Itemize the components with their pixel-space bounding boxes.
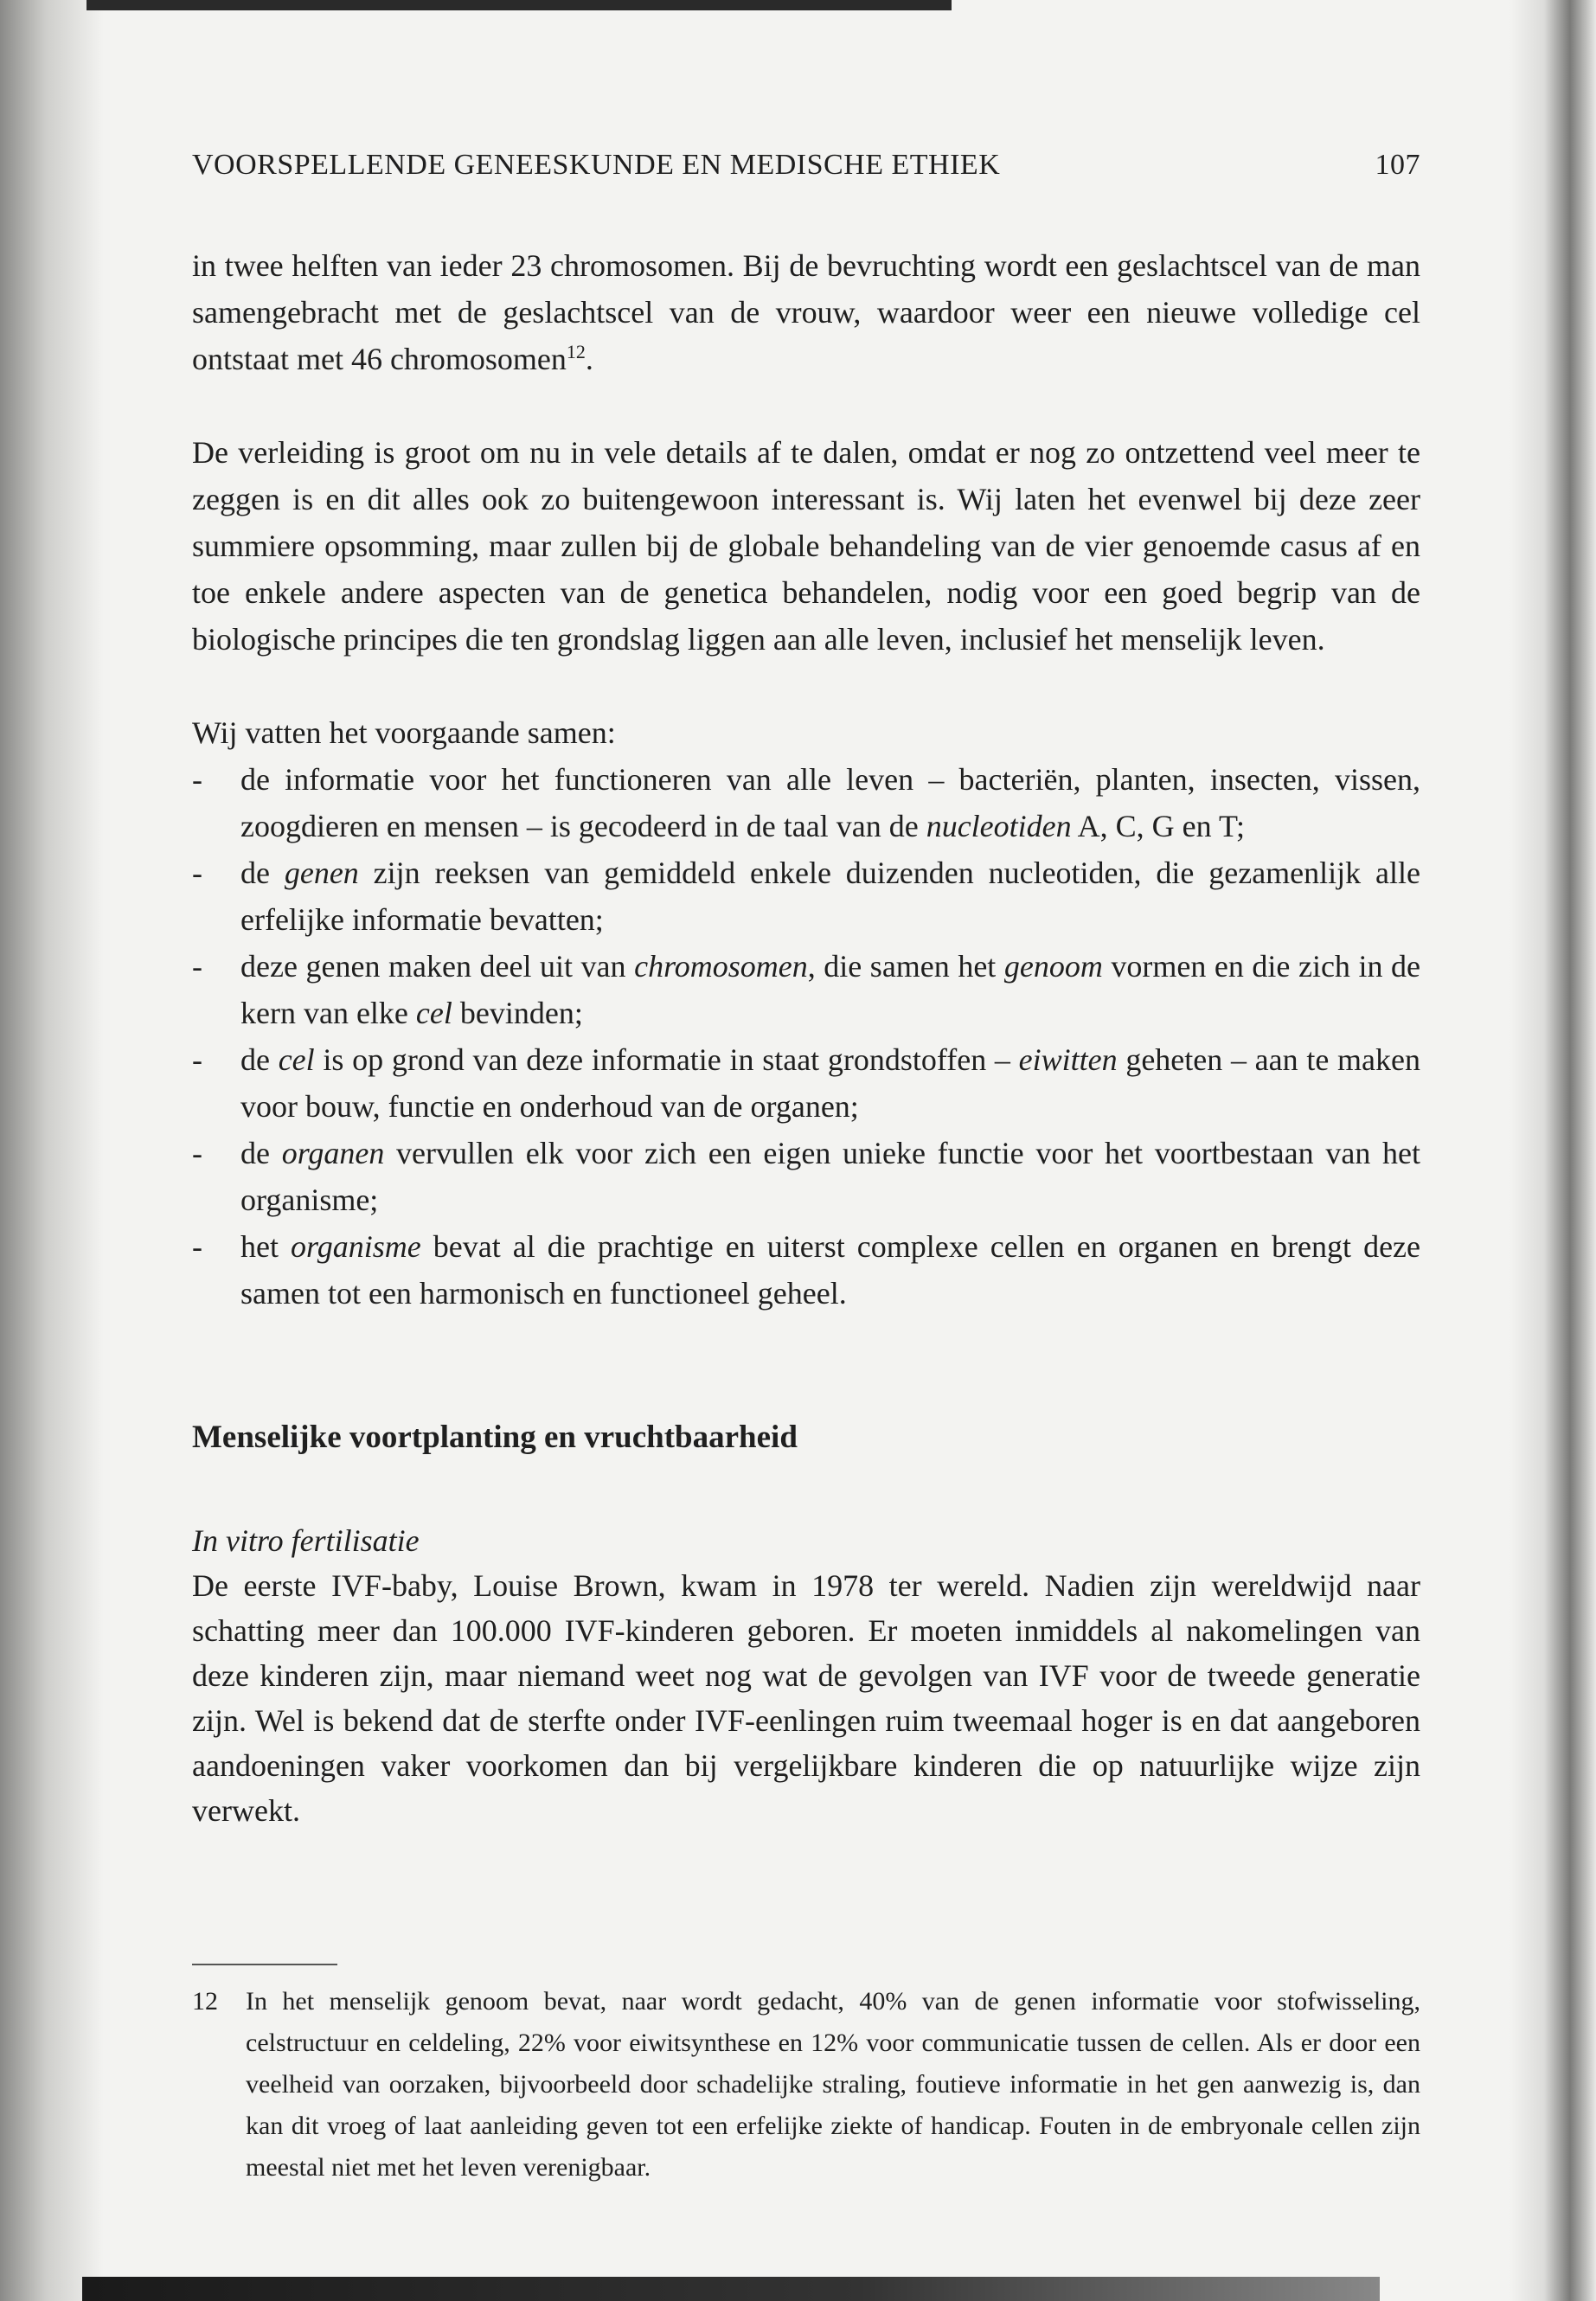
dash-bullet: - [192, 1229, 202, 1264]
summary-intro: Wij vatten het voorgaande samen: [192, 715, 616, 750]
ivf-section [192, 1518, 1420, 1833]
running-head-title: VOORSPELLENDE GENEESKUNDE EN MEDISCHE ETHIEK [192, 149, 1001, 181]
subsection-heading: In vitro fertilisatie [192, 1523, 420, 1558]
body-text [192, 242, 1420, 1317]
list-item: - de genen zijn reeksen van gemiddeld enkele duizenden nucleotiden, die gezamenlijk alle erfelijke informatie bevatten; [192, 849, 1420, 943]
dash-bullet: - [192, 856, 202, 890]
paragraph-1-text: in twee helften van ieder 23 chromosomen. Bij de bevruchting wordt een geslachtscel van de man samengebracht met de geslachtscel van de vrouw, waardoor weer een nieuwe volledige cel ontstaat met 46 chromosomen [192, 248, 1420, 376]
running-head [192, 149, 1420, 182]
dash-bullet: - [192, 762, 202, 797]
footnote-divider [192, 1964, 337, 1965]
section-heading: Menselijke voortplanting en vruchtbaarheid [192, 1420, 798, 1455]
footnote-number: 12 [192, 1987, 218, 2016]
summary-list [192, 756, 1420, 1317]
footnote-ref: 12 [566, 341, 586, 362]
emphasis: nucleotiden [926, 809, 1072, 843]
emphasis: organen [281, 1136, 385, 1170]
scan-right-edge [1509, 0, 1596, 2301]
page-gutter-shadow [0, 0, 104, 2301]
page-number: 107 [1375, 149, 1420, 181]
emphasis: cel [278, 1042, 315, 1077]
footnote-text: In het menselijk genoom bevat, naar wordt gedacht, 40% van de genen informatie voor stofwisseling, celstructuur en celdeling, 22% voor eiwitsynthese en 12% voor communicatie tussen de cellen. Als er door een veelheid van oorzaken, bijvoorbeeld door schadelijke straling, foutieve informatie in het gen aanwezig is, dan kan dit vroeg of laat aanleiding geven tot een erfelijke ziekte of handicap. Fouten in de embryonale cellen zijn meestal niet met het leven verenigbaar. [246, 1987, 1420, 2182]
list-item: - de organen vervullen elk voor zich een eigen unieke functie voor het voortbestaan van het organisme; [192, 1130, 1420, 1223]
emphasis: organisme [291, 1229, 421, 1264]
ivf-paragraph: De eerste IVF-baby, Louise Brown, kwam in 1978 ter wereld. Nadien zijn wereldwijd naar schatting meer dan 100.000 IVF-kinderen geboren. Er moeten inmiddels al nakomelingen van deze kinderen zijn, maar niemand weet nog wat de gevolgen van IVF voor de tweede generatie zijn. Wel is bekend dat de sterfte onder IVF-eenlingen ruim tweemaal hoger is en dat aangeboren aandoeningen vaker voorkomen dan bij vergelijkbare kinderen die op natuurlijke wijze zijn verwekt. [192, 1568, 1420, 1828]
emphasis: genoom [1003, 949, 1103, 984]
footnote [192, 1981, 1420, 2189]
paragraph-1 [192, 242, 1420, 382]
emphasis: chromosomen [634, 949, 808, 984]
list-item: - deze genen maken deel uit van chromosomen, die samen het genoom vormen en die zich in de kern van elke cel bevinden; [192, 943, 1420, 1036]
list-item: - het organisme bevat al die prachtige en uiterst complexe cellen en organen en brengt deze samen tot een harmonisch en functioneel geheel. [192, 1223, 1420, 1317]
dash-bullet: - [192, 1136, 202, 1170]
paragraph-2: De verleiding is groot om nu in vele details af te dalen, omdat er nog zo ontzettend veel meer te zeggen is en dit alles ook zo buitengewoon interessant is. Wij laten het evenwel bij deze zeer summiere opsomming, maar zullen bij de globale behandeling van de vier genoemde casus af en toe enkele andere aspecten van de genetica behandelen, nodig voor een goed begrip van de biologische principes die ten grondslag liggen aan alle leven, inclusief het menselijk leven. [192, 435, 1420, 657]
paragraph-1-end: . [585, 342, 593, 376]
dash-bullet: - [192, 1042, 202, 1077]
list-item: - de informatie voor het functioneren van alle leven – bacteriën, planten, insecten, vissen, zoogdieren en mensen – is gecodeerd in de taal van de nucleotiden A, C, G en T; [192, 756, 1420, 849]
dash-bullet: - [192, 949, 202, 984]
list-item: - de cel is op grond van deze informatie in staat grondstoffen – eiwitten geheten – aan te maken voor bouw, functie en onderhoud van de organen; [192, 1036, 1420, 1130]
emphasis: cel [415, 996, 452, 1030]
emphasis: eiwitten [1018, 1042, 1118, 1077]
emphasis: genen [284, 856, 359, 890]
book-page [192, 0, 1420, 2301]
